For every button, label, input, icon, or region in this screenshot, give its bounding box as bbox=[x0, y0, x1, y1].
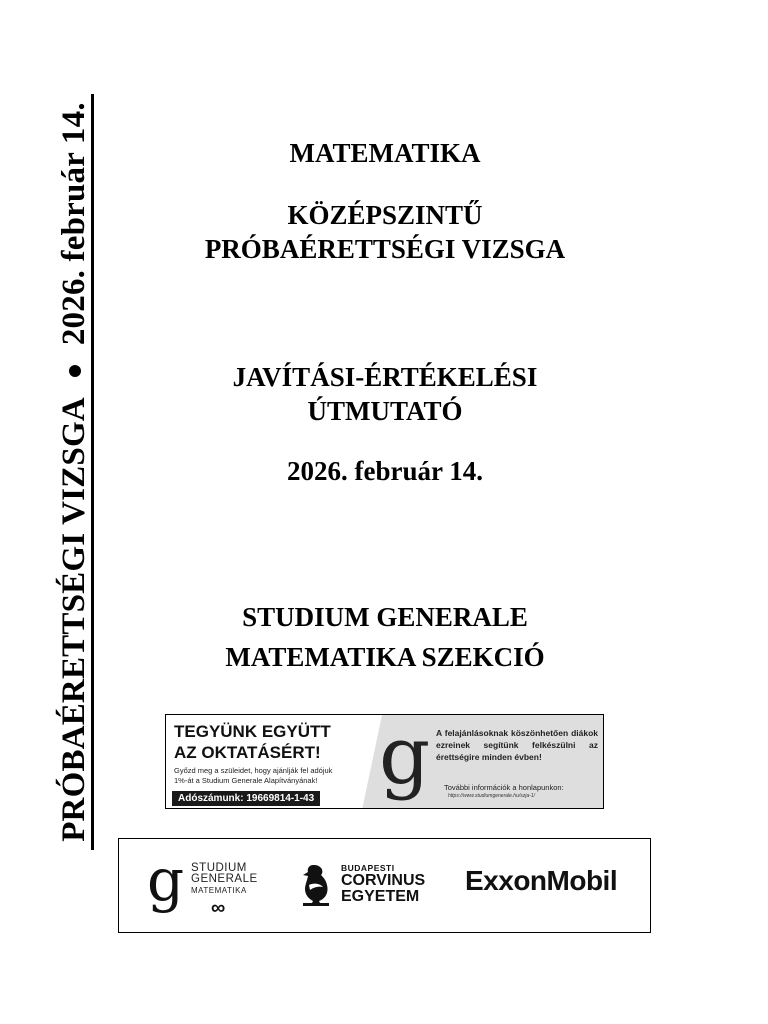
corvinus-line3: EGYETEM bbox=[341, 888, 420, 905]
exam-level-line2: PRÓBAÉRETTSÉGI VIZSGA bbox=[204, 234, 566, 264]
studium-g-logo-icon: g bbox=[379, 714, 431, 802]
infinity-icon: ∞ bbox=[211, 897, 226, 919]
studium-logo-line3: MATEMATIKA bbox=[191, 886, 247, 895]
corvinus-line2: CORVINUS bbox=[341, 872, 426, 889]
banner-small-line2: 1%-át a Studium Generale Alapítványának! bbox=[174, 776, 318, 785]
studium-logo-line1: STUDIUM bbox=[191, 862, 247, 874]
tax-number: Adószámunk: 19669814-1-43 bbox=[172, 791, 320, 806]
side-title-date: 2026. február 14. bbox=[56, 102, 92, 346]
side-title-strip bbox=[58, 94, 94, 850]
banner-headline-1: TEGYÜNK EGYÜTT bbox=[174, 722, 331, 741]
organization-line1: STUDIUM GENERALE bbox=[242, 602, 528, 632]
corvinus-line1: BUDAPESTI bbox=[341, 863, 395, 873]
banner-headline-2: AZ OKTATÁSÉRT! bbox=[174, 743, 321, 762]
exam-level bbox=[130, 198, 640, 266]
exam-level-line1: KÖZÉPSZINTŰ bbox=[287, 200, 483, 230]
banner-small-text bbox=[174, 766, 354, 786]
corvinus-logo bbox=[299, 861, 439, 911]
guide-title bbox=[130, 360, 640, 428]
exam-date: 2026. február 14. bbox=[287, 456, 483, 486]
studium-generale-logo bbox=[147, 846, 277, 919]
organization-line2: MATEMATIKA SZEKCIÓ bbox=[225, 642, 545, 672]
banner-left bbox=[174, 721, 354, 786]
side-title-exam: PRÓBAÉRETTSÉGI VIZSGA bbox=[56, 397, 92, 842]
studium-logo-text bbox=[191, 863, 258, 896]
organization bbox=[130, 597, 640, 677]
studium-logo-line2: GENERALE bbox=[191, 873, 258, 885]
donation-banner bbox=[165, 714, 604, 809]
guide-title-line2: ÚTMUTATÓ bbox=[307, 396, 463, 426]
banner-small-line1: Győzd meg a szüleidet, hogy ajánlják fel adójuk bbox=[174, 766, 333, 775]
banner-url: https://www.studiumgenerale.hu/szja-1/ bbox=[448, 793, 535, 799]
banner-right-text: A felajánlásoknak köszönhetően diákok ezreinek segítünk felkészülni az érettségire minden évben! bbox=[436, 728, 598, 762]
studium-g-icon: g bbox=[147, 846, 185, 914]
exxonmobil-logo: ExxonMobil bbox=[465, 865, 618, 896]
guide-title-line1: JAVÍTÁSI-ÉRTÉKELÉSI bbox=[232, 362, 538, 392]
subject-title: MATEMATIKA bbox=[289, 138, 481, 168]
bullet-dot-icon bbox=[69, 365, 81, 377]
corvinus-logo-text bbox=[341, 863, 425, 905]
banner-more-info: További információk a honlapunkon: bbox=[444, 783, 564, 792]
side-title bbox=[58, 94, 94, 850]
sponsor-box bbox=[118, 838, 651, 933]
corvinus-raven-icon bbox=[299, 863, 333, 907]
